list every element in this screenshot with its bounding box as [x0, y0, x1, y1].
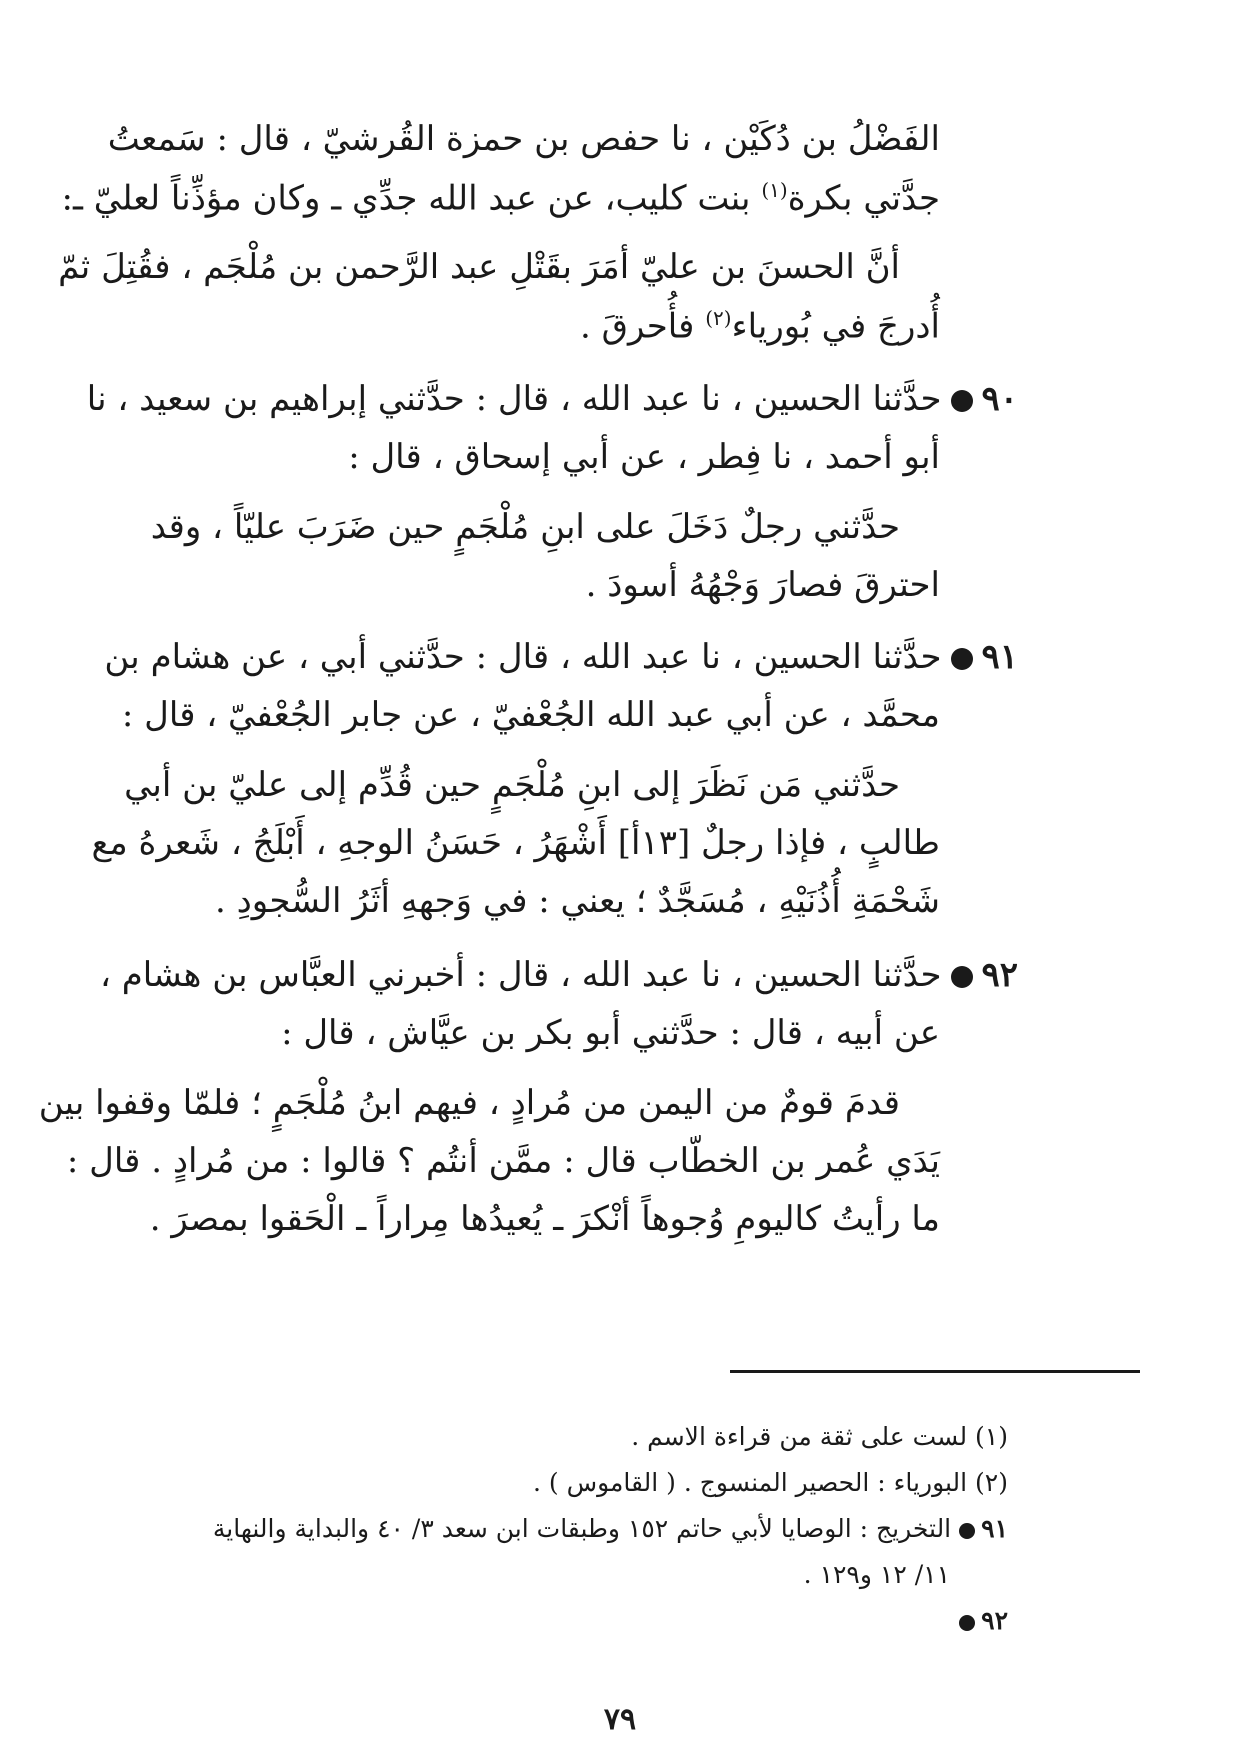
takhrij-91-text: التخريج : الوصايا لأبي حاتم ١٥٢ وطبقات ابن سعد ٣/ ٤٠ والبداية والنهاية — [212, 1514, 952, 1543]
hadith-92-line-5: ما رأيتُ كاليومِ وُجوهاً أنْكرَ ـ يُعيدُها مِراراً ـ الْحَقوا بمصرَ . — [149, 1199, 940, 1239]
hadith-91-line-1 — [104, 637, 1018, 677]
hadith-91-line-4: طالبٍ ، فإذا رجلٌ [١٣أ] أَشْهَرُ ، حَسَنُ الوجهِ ، أَبْلَجُ ، شَعرهُ مع — [91, 823, 940, 863]
page-number: ٧٩ — [603, 1702, 637, 1737]
hadith-number: ٩١ — [981, 637, 1018, 677]
bullet-icon — [951, 648, 973, 670]
hadith-90-line-4: احترقَ فصارَ وَجْهُهُ أسودَ . — [585, 565, 940, 605]
hadith-92-line-4: يَدَي عُمر بن الخطّاب قال : ممَّن أنتُم ؟ قالوا : من مُرادٍ . قال : — [66, 1141, 940, 1181]
takhrij-92 — [951, 1608, 1008, 1633]
intro-line-2-b: بنت كليب، عن عبد الله جدِّي ـ وكان مؤذِّناً لعليّ ـ: — [61, 178, 762, 219]
bullet-icon — [951, 390, 973, 412]
hadith-92-line-3: قدمَ قومٌ من اليمن من مُرادٍ ، فيهم ابنُ مُلْجَمٍ ؛ فلمّا وقفوا بين — [38, 1083, 900, 1123]
intro-line-2 — [61, 178, 940, 219]
hadith-number: ٩٠ — [981, 379, 1018, 419]
hadith-91-isnad: حدَّثنا الحسين ، نا عبد الله ، قال : حدَّثني أبي ، عن هشام بن — [104, 637, 942, 677]
footnote-ref-2: (٢) — [705, 306, 732, 330]
hadith-90-line-2: أبو أحمد ، نا فِطر ، عن أبي إسحاق ، قال : — [348, 437, 940, 477]
hadith-91-line-3: حدَّثني مَن نَظَرَ إلى ابنِ مُلْجَمٍ حين قُدِّم إلى عليّ بن أبي — [124, 765, 900, 805]
hadith-92-line-2: عن أبيه ، قال : حدَّثني أبو بكر بن عيَّاش ، قال : — [281, 1013, 940, 1053]
footnote-divider — [730, 1370, 1140, 1373]
hadith-90-line-3: حدَّثني رجلٌ دَخَلَ على ابنِ مُلْجَمٍ حين ضَرَبَ عليّاً ، وقد — [150, 507, 900, 547]
takhrij-number: ٩١ — [981, 1514, 1008, 1543]
takhrij-number: ٩٢ — [981, 1606, 1008, 1635]
intro-line-4 — [580, 306, 940, 347]
hadith-92-isnad: حدَّثنا الحسين ، نا عبد الله ، قال : أخبرني العبَّاس بن هشام ، — [99, 955, 942, 995]
intro-line-2-a: جدَّتي بكرة — [787, 178, 940, 219]
intro-line-1: الفَضْلُ بن دُكَيْن ، نا حفص بن حمزة القُرشيّ ، قال : سَمعتُ — [107, 119, 940, 159]
intro-line-4-b: فأُحرقَ . — [580, 306, 706, 347]
footnote-ref-1: (١) — [761, 178, 788, 202]
intro-line-4-a: أُدرجَ في بُورياء — [731, 306, 940, 347]
hadith-92-line-1 — [99, 955, 1018, 995]
bullet-icon — [951, 966, 973, 988]
hadith-90-isnad: حدَّثنا الحسين ، نا عبد الله ، قال : حدَّثني إبراهيم بن سعيد ، نا — [86, 379, 942, 419]
intro-line-3: أنَّ الحسنَ بن عليّ أمَرَ بقَتْلِ عبد الرَّحمن بن مُلْجَم ، فقُتِلَ ثمّ — [58, 247, 900, 287]
bullet-icon — [959, 1615, 975, 1631]
footnote-1: (١) لست على ثقة من قراءة الاسم . — [631, 1422, 1008, 1451]
takhrij-91-line-2: ١١/ ١٢ و١٢٩ . — [803, 1560, 950, 1589]
bullet-icon — [959, 1523, 975, 1539]
hadith-91-line-5: شَحْمَةِ أُذُنَيْهِ ، مُسَجَّدٌ ؛ يعني : في وَجههِ أثَرُ السُّجودِ . — [215, 881, 940, 921]
takhrij-91-line-1 — [213, 1516, 1008, 1541]
hadith-91-line-2: محمَّد ، عن أبي عبد الله الجُعْفيّ ، عن جابر الجُعْفيّ ، قال : — [121, 695, 940, 735]
hadith-90-line-1 — [86, 379, 1018, 419]
hadith-number: ٩٢ — [981, 955, 1018, 995]
footnote-2: (٢) البورياء : الحصير المنسوج . ( القاموس ) . — [532, 1468, 1008, 1497]
